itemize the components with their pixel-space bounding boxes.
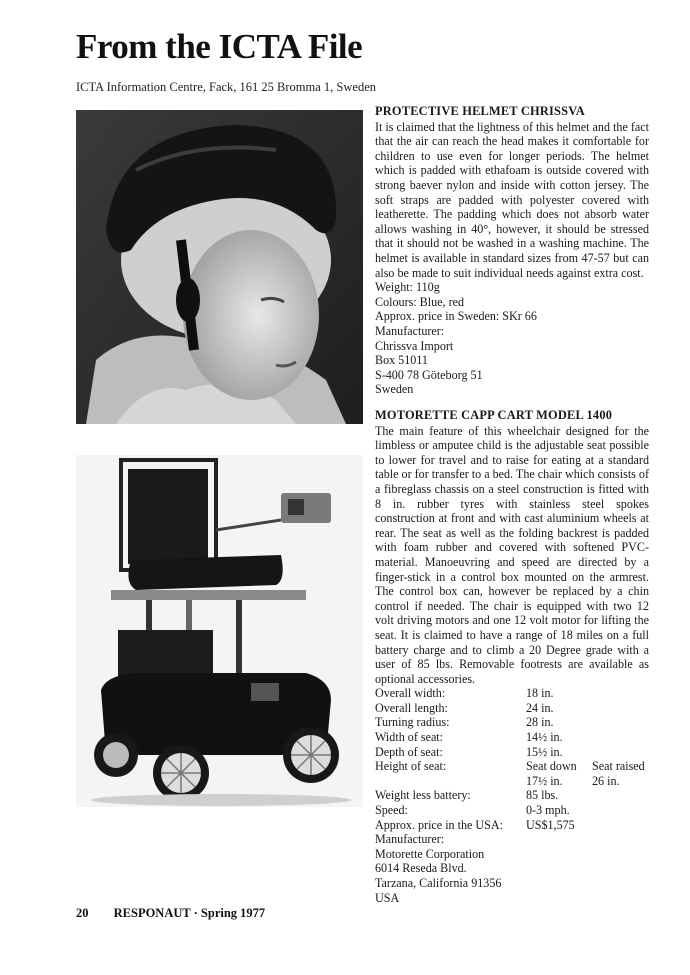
- spec-value: 24 in.: [526, 700, 554, 715]
- spec-row: [375, 701, 645, 716]
- helmet-article: [375, 104, 649, 397]
- spec-value: 18 in.: [526, 686, 554, 701]
- spec-row: [375, 686, 645, 701]
- spec-label: Height of seat:: [375, 759, 447, 774]
- spec-value: 17½ in.: [526, 773, 563, 788]
- helmet-detail: Chrissva Import: [375, 338, 454, 353]
- spec-label: Turning radius:: [375, 715, 450, 730]
- spec-value: US$1,575: [526, 817, 575, 832]
- page-subtitle: ICTA Information Centre, Fack, 161 25 Bromma 1, Sweden: [76, 80, 376, 94]
- cart-heading: MOTORETTE CAPP CART MODEL 1400: [375, 408, 613, 422]
- spec-subheader: Seat raised: [592, 759, 645, 774]
- spec-value: 15½ in.: [526, 744, 563, 759]
- spec-subheader: Seat down: [526, 759, 577, 774]
- spec-value: 26 in.: [592, 773, 620, 788]
- helmet-detail: Approx. price in Sweden: SKr 66: [375, 309, 537, 324]
- cart-spec-table: [375, 686, 645, 832]
- spec-value: 28 in.: [526, 715, 554, 730]
- helmet-photo: [76, 110, 363, 424]
- spec-label: Approx. price in the USA:: [375, 817, 503, 832]
- helmet-detail: Manufacturer:: [375, 323, 445, 338]
- spec-row: [375, 715, 645, 730]
- spec-row: [375, 774, 645, 789]
- spec-label: Weight less battery:: [375, 788, 471, 803]
- spec-row: [375, 745, 645, 760]
- spec-label: Width of seat:: [375, 730, 444, 745]
- spec-label: Depth of seat:: [375, 744, 443, 759]
- helmet-detail: Colours: Blue, red: [375, 294, 465, 309]
- cart-manufacturer: 6014 Reseda Blvd.: [375, 861, 467, 876]
- spec-label: Speed:: [375, 803, 408, 818]
- page-number: 20: [76, 906, 89, 920]
- helmet-heading: PROTECTIVE HELMET CHRISSVA: [375, 104, 585, 118]
- publication-name: RESPONAUT · Spring 1977: [113, 906, 266, 920]
- cart-manufacturer: Motorette Corporation: [375, 846, 485, 861]
- helmet-detail: Sweden: [375, 382, 414, 397]
- spec-value: 0-3 mph.: [526, 803, 570, 818]
- helmet-detail: S-400 78 Göteborg 51: [375, 367, 483, 382]
- spec-row: [375, 788, 645, 803]
- helmet-detail: Weight: 110g: [375, 280, 440, 295]
- helmet-detail: Box 51011: [375, 353, 428, 368]
- spec-row: [375, 818, 645, 833]
- spec-label: Overall length:: [375, 700, 448, 715]
- helmet-description: It is claimed that the lightness of this helmet and the fact that the air can reach the head makes it comfortable for children to use even for longer periods. The helmet which is padded with ethafoam is outside covered with strong baever nylon and inside with cotton jersey. The soft straps are padded with polyester covered with leatherette. The padding which does not absorb water allows washing in 40°, however, it should be stressed that it should not be washed in a washing machine. The helmet is available in standard sizes from 47-57 but can also be made to suit individual needs against extra cost.: [375, 119, 649, 280]
- spec-value: 85 lbs.: [526, 788, 559, 803]
- spec-row: [375, 759, 645, 774]
- cart-manufacturer: Tarzana, California 91356: [375, 876, 502, 890]
- spec-row: [375, 730, 645, 745]
- spec-value: 14½ in.: [526, 730, 563, 745]
- cart-manufacturer: USA: [375, 890, 400, 905]
- cart-article: [375, 408, 649, 905]
- cart-description: The main feature of this wheelchair designed for the limbless or amputee child is the adjustable seat possible to lower for travel and to raise for eating at a standard table or for transfer to a bed. The chair which consists of a fibreglass chassis on a steel construction is fitted with 8 in. rubber tyres with stainless steel spokes construction at front and with cast aluminium wheels at rear. The seat as well as the folding backrest is padded with foam rubber and covered with softened PVC-material. Manoeuvring and speed are directed by a finger-stick in a control box mounted on the armrest. The control box can, however be replaced by a chin control if needed. The chair is equipped with two 12 volt driving motors and one 12 volt motor for lifting the seat. It is claimed to have a range of 18 miles on a full battery charge and to climb a 20 Degree grade with a user of 85 lbs. Removable footrests are available as optional accessories.: [375, 423, 649, 686]
- page-title: From the ICTA File: [76, 27, 363, 66]
- page-footer: [76, 906, 265, 921]
- cart-manufacturer: Manufacturer:: [375, 832, 445, 847]
- spec-row: [375, 803, 645, 818]
- cart-photo: [76, 455, 363, 807]
- spec-label: Overall width:: [375, 686, 446, 701]
